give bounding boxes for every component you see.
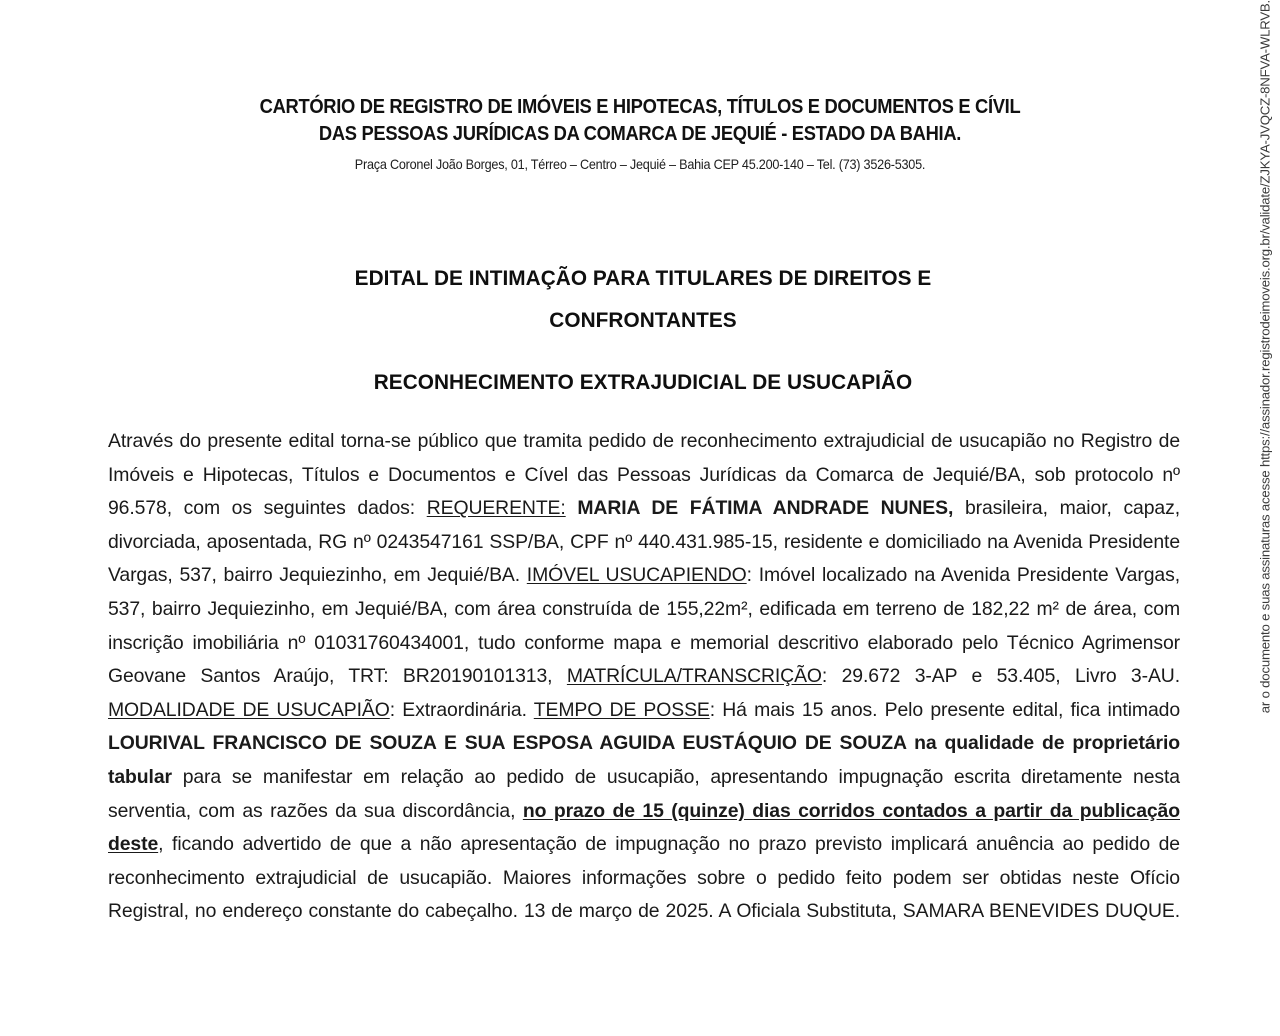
masthead-title-line-2: DAS PESSOAS JURÍDICAS DA COMARCA DE JEQUIÉ - ESTADO DA BAHIA. (318, 122, 962, 145)
value-intimado-nome: LOURIVAL FRANCISCO DE SOUZA E SUA ESPOSA AGUIDA EUSTÁQUIO DE SOUZA na qualidade de proprietário tabular (108, 732, 1180, 788)
page-subtitle: RECONHECIMENTO EXTRAJUDICIAL DE USUCAPIÃO (373, 371, 913, 394)
masthead (100, 93, 1180, 173)
label-tempo-de-posse: TEMPO DE POSSE (533, 698, 710, 721)
label-imovel-usucapiendo: IMÓVEL USUCAPIENDO (526, 564, 747, 587)
body-closing-text: , ficando advertido de que a não apresentação de impugnação no prazo previsto implicará anuência ao pedido de reconhecimento extrajudicial de usucapião. Maiores informações sobre o pedido feito podem ser obtidas neste Ofício Registral, no endereço constante do cabeçalho. 13 de março de 2025. A Oficiala Substituta, SAMARA BENEVIDES DUQUE. (108, 833, 1180, 923)
page-title-line-2: CONFRONTANTES (549, 309, 737, 332)
label-requerente: REQUERENTE: (426, 497, 566, 520)
body-manifestacao-text: para se manifestar em relação ao pedido de usucapião, apresentando impugnação escrita diretamente nesta serventia, com as razões da sua discordância, (108, 765, 1180, 822)
label-modalidade-usucapiao: MODALIDADE DE USUCAPIÃO (108, 698, 390, 721)
value-requerente-nome: MARIA DE FÁTIMA ANDRADE NUNES, (577, 497, 954, 520)
document-titles (108, 258, 1178, 404)
body-intro-text: Através do presente edital torna-se público que tramita pedido de reconhecimento extrajudicial de usucapião no Registro de Imóveis e Hipotecas, Títulos e Documentos e Cível das Pessoas Jurídicas da Comarca de Jequié/BA, sob protocolo nº 96.578, com os seguintes dados: (108, 430, 1180, 520)
body-requerente-qualificacao: brasileira, maior, capaz, divorciada, aposentada, RG nº 0243547161 SSP/BA, CPF nº 440.431.985-15, residente e domiciliado na Avenida Presidente Vargas, 537, bairro Jequiezinho, em Jequié/BA. (108, 497, 1180, 587)
label-matricula-transcricao: MATRÍCULA/TRANSCRIÇÃO (566, 665, 822, 688)
body-space-1 (566, 497, 578, 519)
masthead-address: Praça Coronel João Borges, 01, Térreo – Centro – Jequié – Bahia CEP 45.200-140 – Tel. (73) 3526-5305. (354, 157, 926, 172)
masthead-title-line-1: CARTÓRIO DE REGISTRO DE IMÓVEIS E HIPOTECAS, TÍTULOS E DOCUMENTOS E CÍVIL (259, 95, 1021, 118)
edital-body-text (108, 425, 1180, 963)
value-matricula-transcricao: : 29.672 3-AP e 53.405, Livro 3-AU. (821, 665, 1180, 688)
body-imovel-descricao: : Imóvel localizado na Avenida Presidente Vargas, 537, bairro Jequiezinho, em Jequié/BA, com área construída de 155,22m², edificada em terreno de 182,22 m² de área, com inscrição imobiliária nº 01031760434001, tudo conforme mapa e memorial descritivo elaborado pelo Técnico Agrimensor Geovane Santos Araújo, TRT: BR20190101313, (108, 564, 1180, 688)
value-tempo-de-posse: : Há mais 15 anos. Pelo presente edital, fica intimado (709, 698, 1181, 721)
page-title-line-1: EDITAL DE INTIMAÇÃO PARA TITULARES DE DIREITOS E (354, 267, 932, 290)
prazo-impugnacao-highlight: no prazo de 15 (quinze) dias corridos contados a partir da publicação deste (108, 799, 1180, 856)
signature-validation-strip (1252, 0, 1278, 1036)
value-modalidade-usucapiao: : Extraordinária. (389, 698, 534, 721)
validation-url-text: ar o documento e suas assinaturas acesse https://assinador.registrodeimoveis.org.br/validate/ZJKYA-JVQCZ-8NFVA-WLRVB. (1257, 0, 1273, 714)
